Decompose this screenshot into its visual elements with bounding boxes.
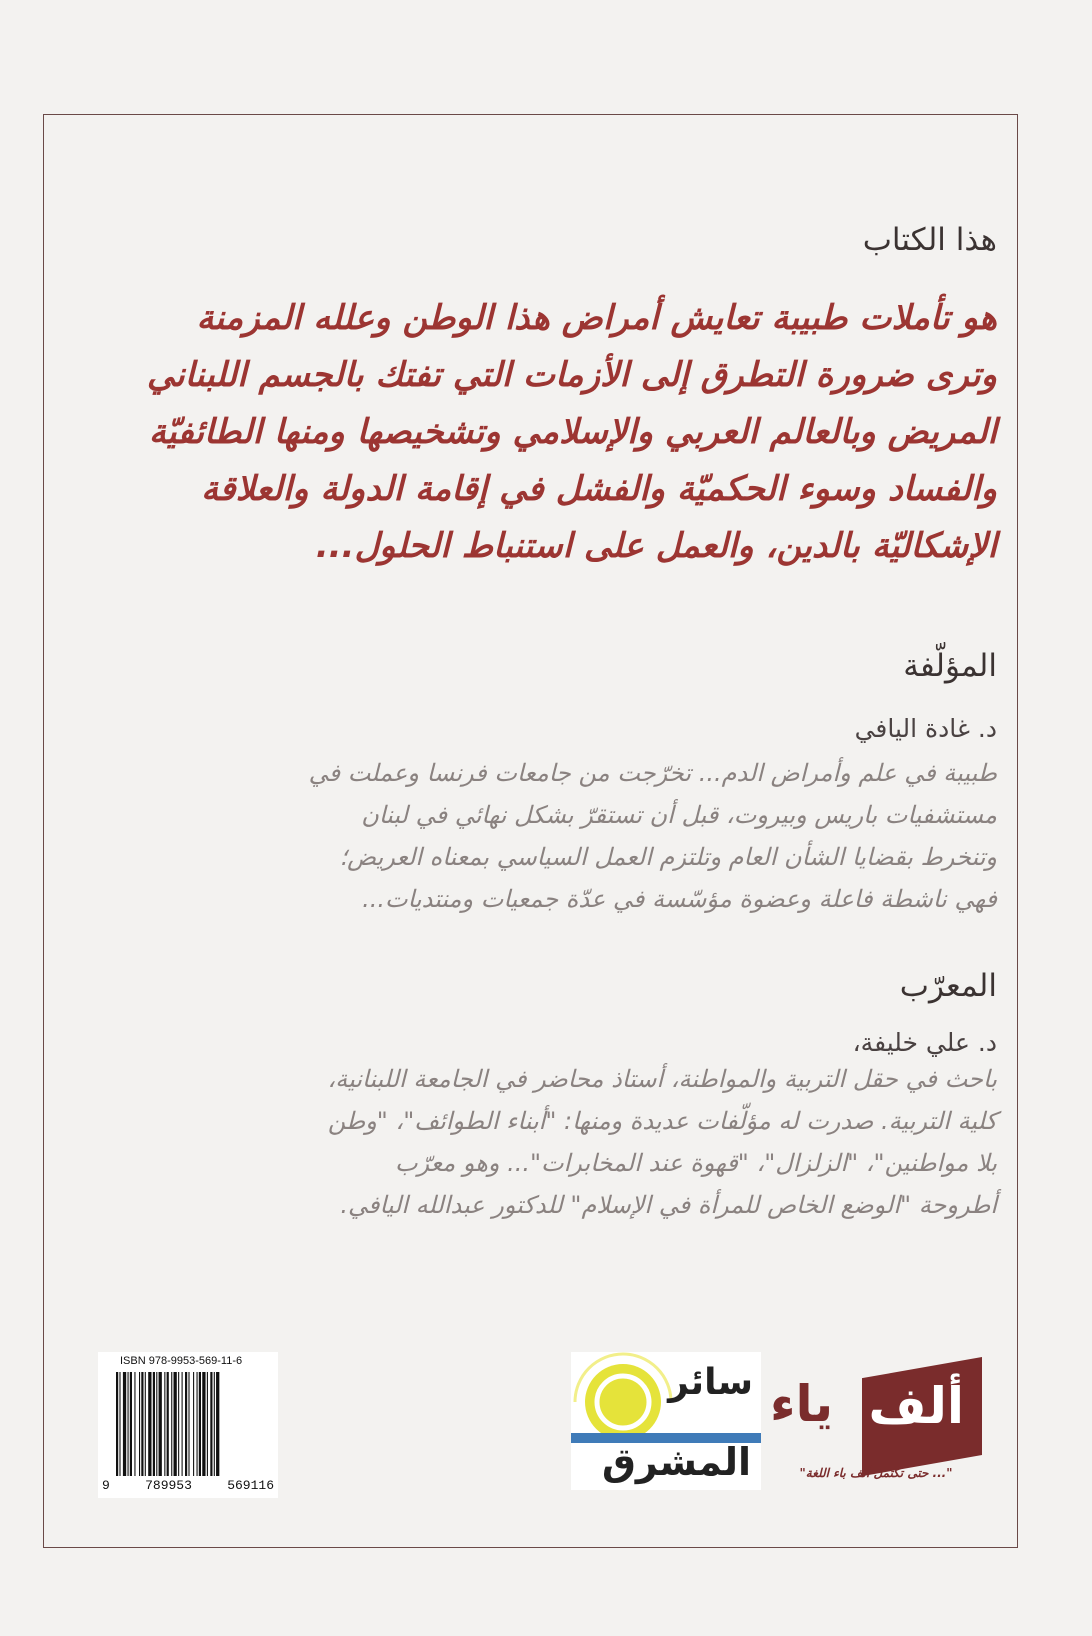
about-line: المريض وبالعالم العربي والإسلامي وتشخيصها ومنها الطائفيّة [148, 412, 997, 452]
logo-ya-text: ياء [770, 1375, 834, 1433]
barcode-digit-group: 9 [102, 1478, 110, 1493]
barcode-digits [102, 1478, 274, 1493]
isbn-label: ISBN 978-9953-569-11-6 [120, 1355, 243, 1367]
translator-bio-line: باحث في حقل التربية والمواطنة، أستاذ محاضر في الجامعة اللبنانية، [327, 1065, 997, 1093]
logo-alef-text: ألف [868, 1377, 964, 1435]
about-line: هو تأملات طبيبة تعايش أمراض هذا الوطن وعلله المزمنة [196, 298, 997, 338]
barcode-digit-group: 789953 [145, 1478, 192, 1493]
translator-bio-line: بلا مواطنين"، "الزلزال"، "قهوة عند المخابرات"... وهو معرّب [394, 1149, 997, 1177]
about-line: الإشكاليّة بالدين، والعمل على استنباط الحلول... [315, 526, 997, 566]
translator-bio [327, 1058, 997, 1226]
barcode-digit-group: 569116 [227, 1478, 274, 1493]
about-line: وترى ضرورة التطرق إلى الأزمات التي تفتك بالجسم اللبناني [146, 355, 997, 395]
author-bio-line: فهي ناشطة فاعلة وعضوة مؤسّسة في عدّة جمعيات ومنتديات... [362, 885, 997, 913]
publisher-line1: سائر [668, 1362, 753, 1403]
publisher-line2: المشرق [601, 1440, 751, 1484]
translator-bio-line: أطروحة "الوضع الخاص للمرأة في الإسلام" للدكتور عبدالله اليافي. [340, 1191, 997, 1219]
about-text [147, 290, 997, 575]
translator-name: د. علي خليفة، [852, 1028, 997, 1057]
author-heading: المؤلّفة [903, 648, 997, 684]
translator-heading: المعرّب [899, 968, 997, 1004]
about-heading: هذا الكتاب [862, 222, 997, 258]
publisher-logo-sael-mashriq [571, 1352, 761, 1490]
barcode-icon [116, 1372, 262, 1476]
translator-bio-line: كلية التربية. صدرت له مؤلّفات عديدة ومنها: "أبناء الطوائف"، "وطن [327, 1107, 997, 1135]
author-name: د. غادة اليافي [854, 714, 997, 743]
logo-tagline: "... حتى تكتمل ألف باء اللغة" [799, 1466, 953, 1480]
author-bio [309, 752, 997, 920]
isbn-barcode [98, 1352, 278, 1498]
author-bio-line: وتنخرط بقضايا الشأن العام وتلتزم العمل السياسي بمعناه العريض؛ [339, 843, 997, 871]
about-line: والفساد وسوء الحكميّة والفشل في إقامة الدولة والعلاقة [201, 469, 997, 509]
author-bio-line: مستشفيات باريس وبيروت، قبل أن تستقرّ بشكل نهائي في لبنان [361, 801, 997, 829]
author-bio-line: طبيبة في علم وأمراض الدم... تخرّجت من جامعات فرنسا وعملت في [308, 759, 997, 787]
